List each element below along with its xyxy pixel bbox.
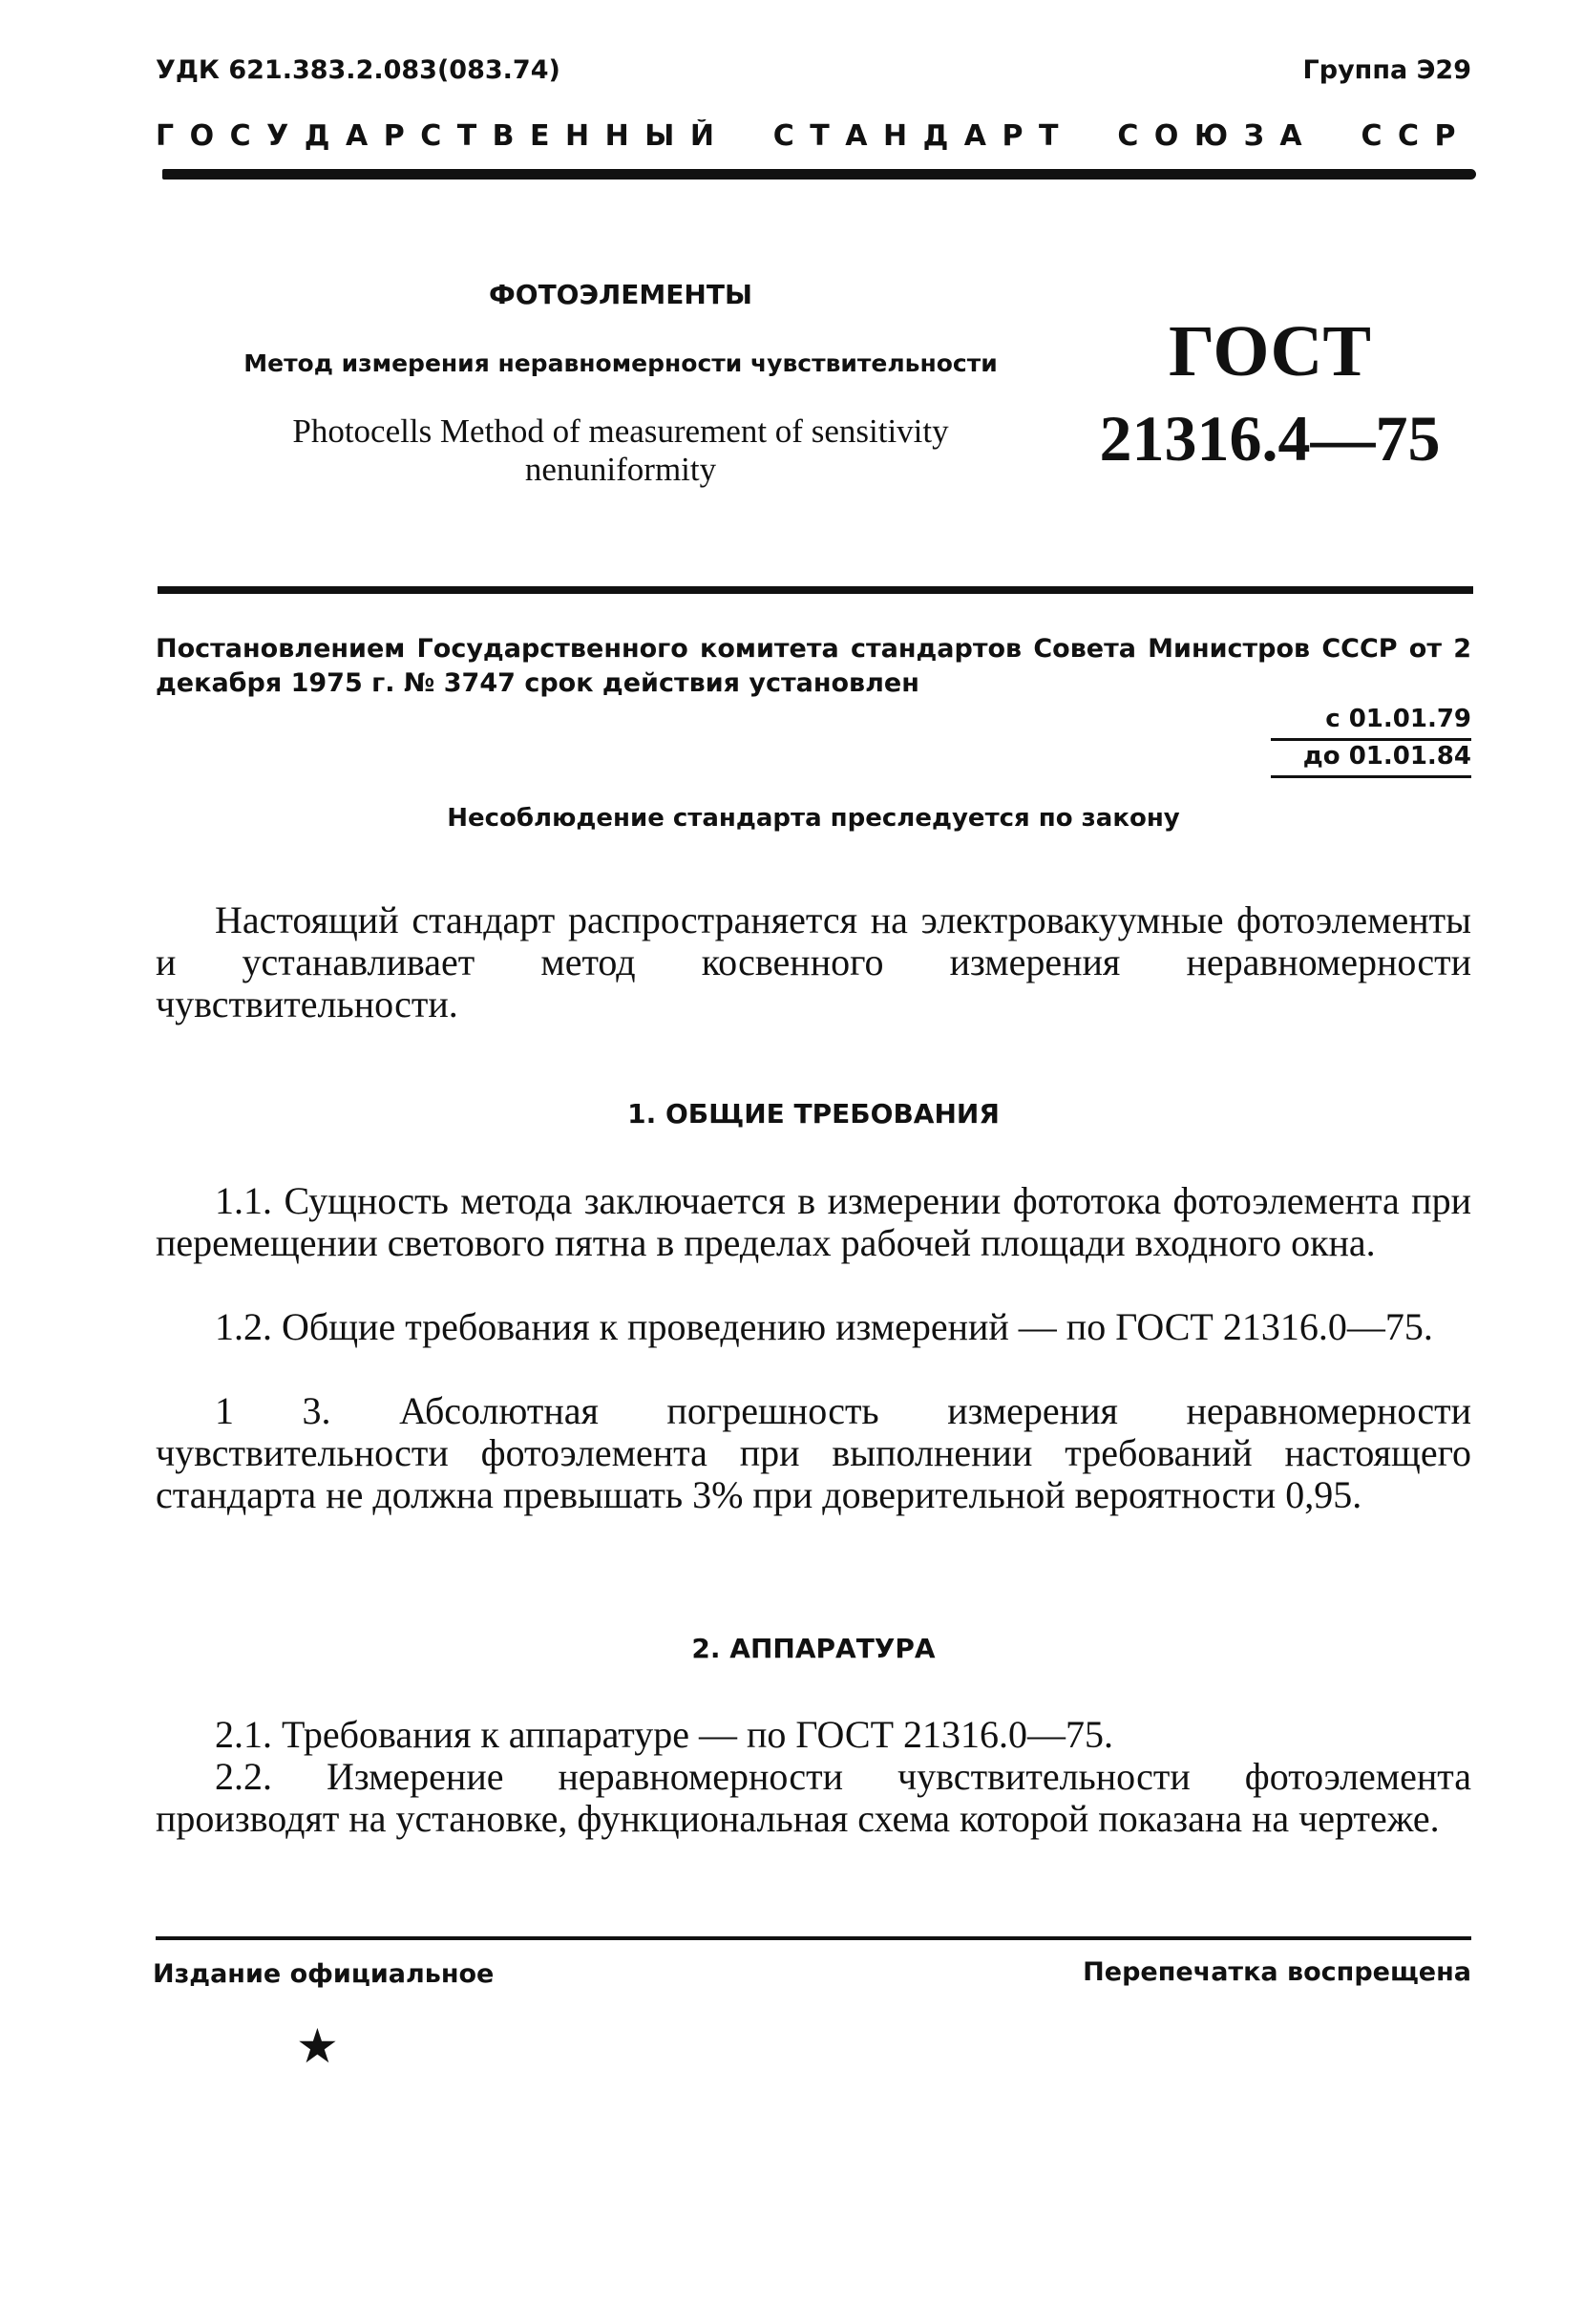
- paragraph-1-2: 1.2. Общие требования к проведению измерений — по ГОСТ 21316.0—75.: [215, 1305, 1433, 1348]
- validity-dates: [1271, 704, 1471, 778]
- paragraph-2-2: 2.2. Измерение неравномерности чувствительности фотоэлемента производят на установке, функциональная схема которой показана на чертеже.: [156, 1755, 1471, 1840]
- section-2-heading: 2. АППАРАТУРА: [691, 1633, 936, 1664]
- udk-code: УДК 621.383.2.083(083.74): [156, 55, 560, 85]
- banner-word-state: ГОСУДАРСТВЕННЫЙ: [156, 119, 730, 153]
- paragraph-1-3: 1 3. Абсолютная погрешность измерения неравномерности чувствительности фотоэлемента при выполнении требований настоящего стандарта не должна превышать 3% при доверительной вероятности 0,95.: [156, 1389, 1471, 1516]
- english-title: Photocells Method of measurement of sensitivity nenuniformity: [292, 412, 949, 488]
- document-title: ФОТОЭЛЕМЕНТЫ: [489, 279, 752, 310]
- reprint-prohibited: Перепечатка воспрещена: [1083, 1957, 1471, 1987]
- state-standard-banner: [156, 119, 1471, 153]
- group-code: Группа Э29: [1302, 55, 1471, 85]
- decree-text: Постановлением Государственного комитета стандартов Совета Министров СССР от 2 декабря 1975 г. № 3747 срок действия установлен: [156, 634, 1471, 698]
- star-icon: ★: [296, 2019, 339, 2073]
- gost-number: 21316.4—75: [1099, 402, 1441, 475]
- document-subtitle: Метод измерения неравномерности чувствительности: [243, 349, 998, 377]
- banner-word-standard: СТАНДАРТ: [772, 119, 1074, 153]
- banner-word-union: СОЮЗА: [1117, 119, 1319, 153]
- section-1-heading: 1. ОБЩИЕ ТРЕБОВАНИЯ: [627, 1098, 1000, 1130]
- date-from: с 01.01.79: [1271, 704, 1471, 741]
- paragraph-1-1: 1.1. Сущность метода заключается в измерении фототока фотоэлемента при перемещении светового пятна в пределах рабочей площади входного окна.: [156, 1179, 1471, 1264]
- intro-paragraph: Настоящий стандарт распространяется на электровакуумные фотоэлементы и устанавливает метод косвенного измерения неравномерности чувствительности.: [156, 898, 1471, 1025]
- gost-label: ГОСТ: [1168, 311, 1372, 391]
- banner-word-ssr: ССР: [1361, 119, 1471, 153]
- official-edition: Издание официальное: [153, 1959, 495, 1989]
- footer-rule: [156, 1936, 1471, 1940]
- paragraph-2-1: 2.1. Требования к аппаратуре — по ГОСТ 21316.0—75.: [215, 1713, 1114, 1756]
- date-to: до 01.01.84: [1271, 741, 1471, 778]
- title-divider: [158, 586, 1473, 594]
- top-rule: [162, 169, 1476, 180]
- law-notice: Несоблюдение стандарта преследуется по закону: [447, 804, 1180, 833]
